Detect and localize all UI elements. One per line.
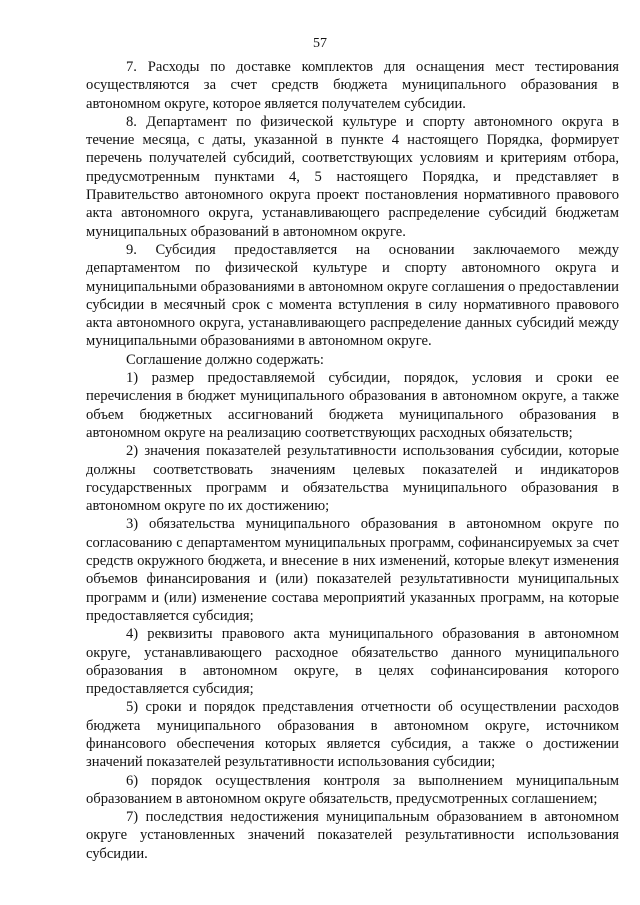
agreement-item-3: 3) обязательства муниципального образования в автономном округе по согласованию с департаментом муниципальных программ, софинансируемых за счет средств окружного бюджета, и внесение в них изменений, которые влекут изменения объемов финансирования и (или) показателей результативности муниципальных программ и (или) изменение состава мероприятий указанных программ, на которые предоставляется субсидия; [86, 516, 619, 624]
agreement-intro: Соглашение должно содержать: [126, 351, 324, 368]
agreement-item-4: 4) реквизиты правового акта муниципального образования в автономном округе, устанавливающего расходное обязательство данного муниципального образования в автономном округе, в целях софинансирования которого предоставляется субсидия; [86, 626, 619, 698]
agreement-item-5: 5) сроки и порядок представления отчетности об осуществлении расходов бюджета муниципального образования в автономном округе, источником финансового обеспечения которых является субсидия, а также о достижении значений показателей результативности использования субсидии; [86, 699, 619, 771]
paragraph-7: 7. Расходы по доставке комплектов для оснащения мест тестирования осуществляются за счет средств бюджета муниципального образования в автономном округе, которое является получателем субсидии. [86, 59, 619, 112]
agreement-item-7: 7) последствия недостижения муниципальным образованием в автономном округе установленных значений показателей результативности использования субсидии. [86, 809, 619, 862]
page-number: 57 [313, 36, 327, 51]
agreement-item-1: 1) размер предоставляемой субсидии, порядок, условия и сроки ее перечисления в бюджет муниципального образования в автономном округе, а также объем бюджетных ассигнований бюджета муниципального образования в автономном округе на реализацию соответствующих расходных обязательств; [86, 370, 619, 441]
paragraph-8: 8. Департамент по физической культуре и спорту автономного округа в течение месяца, с даты, указанной в пункте 4 настоящего Порядка, формирует перечень получателей субсидий, соответствующих условиям и критериям отбора, предусмотренным пунктами 4, 5 настоящего Порядка, и представляет в Правительство автономного округа проект постановления нормативного правового акта автономного округа, устанавливающего распределение субсидий бюджетам муниципальных образований в автономном округе. [86, 113, 619, 240]
document-body [86, 58, 619, 863]
paragraph-9: 9. Субсидия предоставляется на основании заключаемого между департаментом по физической культуре и спорту автономного округа и муниципальными образованиями в автономном округе соглашения о предоставлении субсидии в месячный срок с момента вступления в силу нормативного правового акта автономного округа, устанавливающего распределение данных субсидий между муниципальными образованиями в автономном округе. [86, 241, 619, 350]
agreement-item-6: 6) порядок осуществления контроля за выполнением муниципальным образованием в автономном округе обязательств, предусмотренных соглашением; [86, 772, 619, 807]
agreement-item-2: 2) значения показателей результативности использования субсидии, которые должны соответствовать значениям целевых показателей и индикаторов государственных программ и обязательства муниципального образования в автономном округе по их достижению; [86, 443, 619, 515]
